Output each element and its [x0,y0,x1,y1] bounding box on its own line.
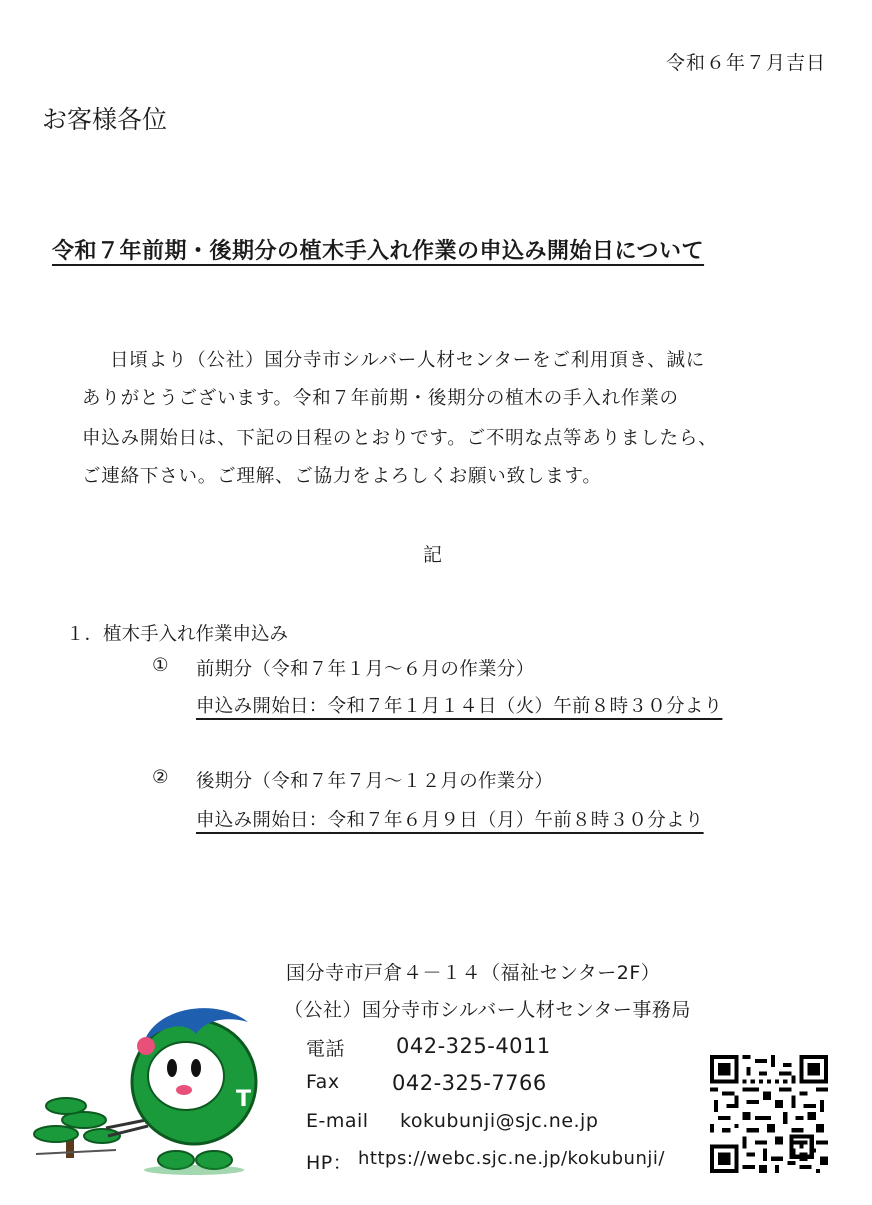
phone-number: 042-325-4011 [396,1034,551,1058]
ki-marker: 記 [423,544,443,566]
item-start-date-1: 申込み開始日：令和７年１月１４日（火）午前８時３０分より [196,696,723,717]
item-text-2: 後期分（令和７年７月～１２月の作業分） [196,771,554,792]
item-text-1: 前期分（令和７年１月～６月の作業分） [196,659,535,680]
svg-text:T: T [236,1087,252,1112]
phone-label: 電話 [306,1038,346,1060]
body-line-3: 申込み開始日は、下記の日程のとおりです。ご不明な点等ありましたら、 [82,428,718,449]
greeting: お客様各位 [42,105,168,134]
homepage-url[interactable]: https://webc.sjc.ne.jp/kokubunji/ [358,1148,665,1169]
email-label: E-mail [306,1110,369,1132]
item-start-date-2: 申込み開始日：令和７年６月９日（月）午前８時３０分より [196,810,704,831]
fax-label: Fax [306,1071,340,1093]
contact-org: （公社）国分寺市シルバー人材センター事務局 [284,999,691,1021]
document-date: 令和６年７月吉日 [665,52,826,74]
email-address[interactable]: kokubunji@sjc.ne.jp [400,1110,599,1132]
qr-code-icon[interactable] [709,1055,829,1173]
homepage-label: HP： [306,1152,353,1174]
contact-address: 国分寺市戸倉４－１４（福祉センター2F） [286,962,661,984]
fax-number: 042-325-7766 [392,1071,547,1095]
item-number-2: ② [152,767,169,788]
section-heading: １．植木手入れ作業申込み [66,624,289,645]
body-line-1: 日頃より（公社）国分寺市シルバー人材センターをご利用頂き、誠に [110,350,706,371]
item-number-1: ① [152,655,169,676]
document-title: 令和７年前期・後期分の植木手入れ作業の申込み開始日について [52,239,705,264]
mascot-illustration [26,1002,274,1180]
body-line-4: ご連絡下さい。ご理解、ご協力をよろしくお願い致します。 [82,466,602,487]
body-line-2: ありがとうございます。令和７年前期・後期分の植木の手入れ作業の [82,388,679,409]
